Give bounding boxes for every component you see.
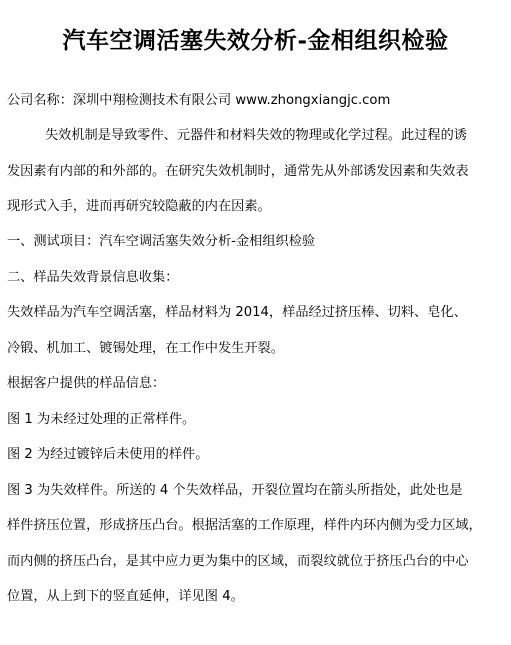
paragraph-line: 现形式入手，进而再研究较隐蔽的内在因素。 <box>7 199 271 214</box>
paragraph-line: 位置，从上到下的竖直延伸，详见图 4。 <box>7 589 244 604</box>
document-title: 汽车空调活塞失效分析-金相组织检验 <box>62 27 449 54</box>
paragraph-line: 失效机制是导致零件、元器件和材料失效的物理或化学过程。此过程的诱 <box>45 128 467 143</box>
figure-3-description: 图 3 为失效样件。所送的 4 个失效样品，开裂位置均在箭头所指处，此处也是 <box>7 483 463 498</box>
figure-1-description: 图 1 为未经过处理的正常样件。 <box>7 412 196 427</box>
paragraph-line: 根据客户提供的样品信息： <box>7 376 166 391</box>
paragraph-line: 冷锻、机加工、镀锡处理，在工作中发生开裂。 <box>7 341 284 356</box>
section-heading-background: 二、样品失效背景信息收集： <box>7 270 179 285</box>
figure-2-description: 图 2 为经过镀锌后未使用的样件。 <box>7 447 209 462</box>
paragraph-line: 而内侧的挤压凸台，是其中应力更为集中的区域，而裂纹就位于挤压凸台的中心 <box>7 554 469 569</box>
section-heading-test-item: 一、测试项目：汽车空调活塞失效分析-金相组织检验 <box>7 234 316 249</box>
paragraph-line: 发因素有内部的和外部的。在研究失效机制时，通常先从外部诱发因素和失效表 <box>7 164 469 179</box>
paragraph-line: 样件挤压位置，形成挤压凸台。根据活塞的工作原理，样件内环内侧为受力区域， <box>7 518 482 533</box>
company-name-line: 公司名称：深圳中翔检测技术有限公司 www.zhongxiangjc.com <box>7 93 391 108</box>
paragraph-line: 失效样品为汽车空调活塞，样品材料为 2014，样品经过挤压棒、切料、皂化、 <box>7 305 467 320</box>
